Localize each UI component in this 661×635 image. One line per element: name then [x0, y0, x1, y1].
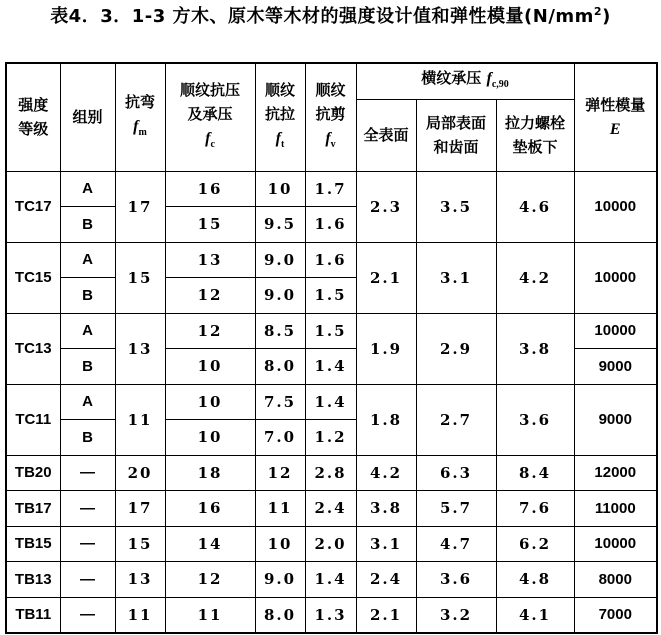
header-local-line2: 和齿面	[433, 138, 479, 156]
table-row	[6, 597, 657, 633]
cell-fm: 13	[115, 562, 165, 598]
cell-grade: TC17	[6, 171, 60, 242]
cell-group: A	[60, 313, 115, 349]
header-grade-line2: 等级	[18, 120, 49, 139]
caption-unit-open: (N/mm	[524, 6, 594, 27]
cell-modulus: 9000	[574, 349, 657, 385]
cell-full-surface: 2.1	[356, 242, 416, 313]
cell-fv: 1.6	[305, 207, 356, 243]
cell-group: B	[60, 207, 115, 243]
cell-modulus: 12000	[574, 455, 657, 491]
header-transverse-symbol: $f_{c,90}$	[486, 69, 509, 90]
header-tension-line1: 顺纹	[264, 80, 295, 99]
cell-local-surface: 4.7	[416, 526, 496, 562]
cell-local-surface: 2.7	[416, 384, 496, 455]
cell-bolt-plate: 7.6	[496, 491, 574, 527]
table-caption	[0, 0, 661, 40]
cell-local-surface: 3.1	[416, 242, 496, 313]
cell-modulus: 11000	[574, 491, 657, 527]
cell-modulus: 10000	[574, 313, 657, 349]
header-shear-line1: 顺纹	[315, 80, 346, 99]
header-shear-line2: 抗剪	[315, 104, 346, 123]
caption-unit-close: )	[602, 6, 611, 27]
cell-grade: TC15	[6, 242, 60, 313]
cell-fm: 17	[115, 171, 165, 242]
header-bending-symbol: $f_m$	[133, 117, 147, 138]
table-row	[6, 455, 657, 491]
header-grade-line1: 强度	[18, 96, 49, 115]
cell-bolt-plate: 4.6	[496, 171, 574, 242]
cell-modulus: 10000	[574, 171, 657, 242]
header-compression-line2: 及承压	[187, 104, 233, 123]
header-bending	[115, 63, 165, 171]
cell-group: A	[60, 384, 115, 420]
cell-fc: 10	[165, 349, 255, 385]
header-tension-line2: 抗拉	[264, 104, 295, 123]
cell-group: —	[60, 491, 115, 527]
cell-modulus: 9000	[574, 384, 657, 455]
cell-fc: 14	[165, 526, 255, 562]
header-compression	[165, 63, 255, 171]
cell-ft: 8.0	[255, 597, 305, 633]
cell-local-surface: 3.6	[416, 562, 496, 598]
cell-group: A	[60, 171, 115, 207]
cell-modulus: 8000	[574, 562, 657, 598]
cell-local-surface: 3.2	[416, 597, 496, 633]
cell-bolt-plate: 4.1	[496, 597, 574, 633]
cell-ft: 7.0	[255, 420, 305, 456]
header-modulus	[574, 63, 657, 171]
cell-group: B	[60, 278, 115, 314]
header-local-surface	[416, 99, 496, 171]
cell-group: A	[60, 242, 115, 278]
cell-full-surface: 2.3	[356, 171, 416, 242]
cell-fv: 2.8	[305, 455, 356, 491]
header-shear-symbol: $f_v$	[325, 129, 336, 150]
header-bolt-line1: 拉力螺栓	[505, 114, 566, 132]
cell-fc: 11	[165, 597, 255, 633]
cell-fv: 1.2	[305, 420, 356, 456]
cell-fm: 11	[115, 384, 165, 455]
cell-fv: 2.0	[305, 526, 356, 562]
cell-grade: TC13	[6, 313, 60, 384]
header-modulus-symbol: E	[609, 120, 621, 138]
cell-fm: 17	[115, 491, 165, 527]
cell-fm: 20	[115, 455, 165, 491]
header-transverse	[356, 63, 574, 99]
cell-fv: 2.4	[305, 491, 356, 527]
cell-ft: 8.0	[255, 349, 305, 385]
cell-group: —	[60, 562, 115, 598]
table-row	[6, 313, 657, 349]
cell-bolt-plate: 6.2	[496, 526, 574, 562]
cell-fv: 1.4	[305, 562, 356, 598]
table-row	[6, 491, 657, 527]
cell-fm: 15	[115, 242, 165, 313]
cell-ft: 9.0	[255, 242, 305, 278]
cell-modulus: 10000	[574, 526, 657, 562]
cell-local-surface: 6.3	[416, 455, 496, 491]
header-bolt-line2: 垫板下	[512, 138, 558, 156]
cell-ft: 9.0	[255, 278, 305, 314]
cell-group: B	[60, 420, 115, 456]
header-shear	[305, 63, 356, 171]
header-row-1	[6, 63, 657, 99]
cell-full-surface: 3.1	[356, 526, 416, 562]
cell-fc: 12	[165, 562, 255, 598]
table-row	[6, 242, 657, 278]
cell-bolt-plate: 4.8	[496, 562, 574, 598]
cell-local-surface: 5.7	[416, 491, 496, 527]
cell-fv: 1.4	[305, 349, 356, 385]
cell-fc: 10	[165, 384, 255, 420]
cell-bolt-plate: 3.8	[496, 313, 574, 384]
cell-fv: 1.3	[305, 597, 356, 633]
table-row	[6, 526, 657, 562]
header-bending-label: 抗弯	[124, 92, 155, 111]
cell-ft: 9.0	[255, 562, 305, 598]
caption-unit-exponent: 2	[593, 5, 603, 18]
cell-group: B	[60, 349, 115, 385]
cell-fc: 18	[165, 455, 255, 491]
caption-text: 表4．3．1-3 方木、原木等木材的强度设计值和弹性模量	[50, 6, 525, 27]
cell-modulus: 10000	[574, 242, 657, 313]
cell-local-surface: 2.9	[416, 313, 496, 384]
header-bolt-plate	[496, 99, 574, 171]
cell-full-surface: 1.8	[356, 384, 416, 455]
cell-fc: 16	[165, 171, 255, 207]
cell-fm: 15	[115, 526, 165, 562]
cell-fv: 1.6	[305, 242, 356, 278]
cell-grade: TB17	[6, 491, 60, 527]
header-group: 组别	[60, 63, 115, 171]
cell-bolt-plate: 8.4	[496, 455, 574, 491]
cell-ft: 8.5	[255, 313, 305, 349]
cell-ft: 12	[255, 455, 305, 491]
table-row	[6, 171, 657, 207]
cell-group: —	[60, 526, 115, 562]
header-compression-symbol: $f_c$	[205, 129, 215, 150]
header-local-line1: 局部表面	[425, 114, 486, 132]
cell-grade: TB15	[6, 526, 60, 562]
strength-table	[5, 62, 658, 634]
header-transverse-label: 横纹承压	[421, 68, 487, 87]
header-tension	[255, 63, 305, 171]
cell-grade: TC11	[6, 384, 60, 455]
cell-ft: 10	[255, 526, 305, 562]
cell-bolt-plate: 4.2	[496, 242, 574, 313]
cell-full-surface: 2.1	[356, 597, 416, 633]
cell-fv: 1.5	[305, 278, 356, 314]
cell-group: —	[60, 597, 115, 633]
table-row	[6, 384, 657, 420]
cell-local-surface: 3.5	[416, 171, 496, 242]
header-modulus-label: 弹性模量	[585, 95, 646, 114]
cell-grade: TB20	[6, 455, 60, 491]
cell-fv: 1.7	[305, 171, 356, 207]
cell-full-surface: 2.4	[356, 562, 416, 598]
cell-full-surface: 4.2	[356, 455, 416, 491]
cell-full-surface: 1.9	[356, 313, 416, 384]
cell-ft: 7.5	[255, 384, 305, 420]
cell-bolt-plate: 3.6	[496, 384, 574, 455]
cell-fv: 1.4	[305, 384, 356, 420]
cell-fv: 1.5	[305, 313, 356, 349]
cell-fc: 16	[165, 491, 255, 527]
table-row	[6, 562, 657, 598]
header-grade	[6, 63, 60, 171]
cell-fc: 12	[165, 278, 255, 314]
cell-group: —	[60, 455, 115, 491]
cell-fc: 15	[165, 207, 255, 243]
header-full-surface: 全表面	[356, 99, 416, 171]
cell-ft: 10	[255, 171, 305, 207]
cell-ft: 11	[255, 491, 305, 527]
header-tension-symbol: $f_t$	[275, 129, 285, 150]
header-compression-line1: 顺纹抗压	[179, 80, 240, 99]
cell-full-surface: 3.8	[356, 491, 416, 527]
cell-fm: 13	[115, 313, 165, 384]
cell-modulus: 7000	[574, 597, 657, 633]
cell-grade: TB13	[6, 562, 60, 598]
cell-fc: 13	[165, 242, 255, 278]
cell-grade: TB11	[6, 597, 60, 633]
cell-fc: 10	[165, 420, 255, 456]
cell-fm: 11	[115, 597, 165, 633]
cell-ft: 9.5	[255, 207, 305, 243]
cell-fc: 12	[165, 313, 255, 349]
